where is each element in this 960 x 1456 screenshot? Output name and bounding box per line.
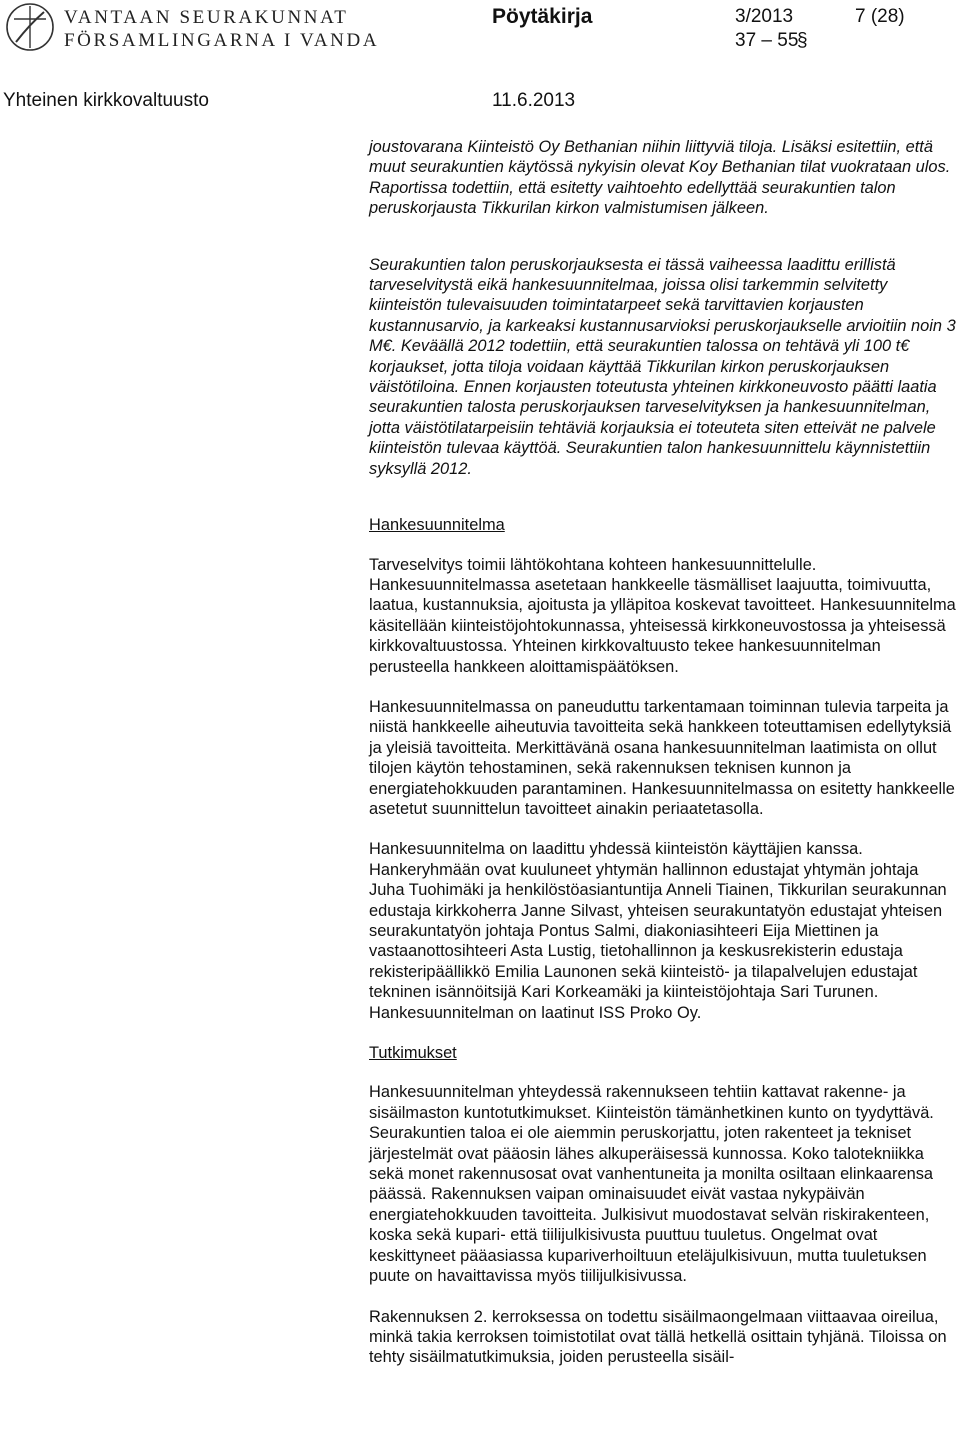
org-name-swedish: FÖRSAMLINGARNA I VANDA [64, 30, 380, 51]
organization-name [64, 6, 379, 52]
paragraph-6: Hankesuunnitelman yhteydessä rakennukseen tehtiin kattavat rakenne- ja sisäilmaston kuntotutkimukset. Kiinteistön tämänhetkinen kunto on tyydyttävä. Seurakuntien taloa ei ole aiemmin peruskorjattu, joten rakenteet ja tekniset järjestelmät ovat pääosin lähes alkuperäisessä kunnossa. Koko talotekniikka sekä monet rakennusosat ovat vanhentuneita ja monilta osiltaan elinkaarensa päässä. Rakennuksen vaipan ominaisuudet eivät vastaa nykypäivän energiatehokkuuden tavoitteita. Julkisivut muodostavat selvän riskirakenteen, koska sekä kupari- että tiilijulkisivusta puuttuu tuuletus. Ongelmat ovat keskittyneet pääasiassa kupariverhoiltuun eteläjulkisivuun, mutta tuuletuksen puute on havaittavissa myös tiilijulkisivussa. [369, 1083, 934, 1286]
heading-hankesuunnitelma: Hankesuunnitelma [369, 516, 505, 535]
document-body [369, 137, 956, 1388]
parish-logo [4, 2, 56, 52]
paragraph-7: Rakennuksen 2. kerroksessa on todettu sisäilmaongelmaan viittaavaa oireilua, minkä takia kerroksen toimistotilat ovat tällä hetkellä osittain tyhjänä. Tiloissa on tehty sisäilmatutkimuksia, joiden perusteella sisäil- [369, 1307, 947, 1367]
document-type: Pöytäkirja [492, 5, 593, 28]
page-number: 7 (28) [855, 6, 905, 27]
meeting-name: Yhteinen kirkkovaltuusto [3, 90, 209, 111]
paragraph-5: Hankesuunnitelma on laadittu yhdessä kiinteistön käyttäjien kanssa. Hankeryhmään ovat kuuluneet yhtymän hallinnon edustajat yhtymän johtaja Juha Tuohimäki ja henkilöstöasiantuntija Anneli Tiainen, Tikkurilan seurakunnan edustaja kirkkoherra Janne Silvast, yhteisen seurakuntatyön edustajat yhteisen seurakuntatyön johtaja Pontus Salmi, diakoniasihteeri Eija Miettinen ja vastaanottosihteeri Asta Lustig, tietohallinnon ja keskusrekisterin edustaja rekisteripäällikkö Emilia Launonen sekä kiinteistö- ja tilapalvelujen edustajat tekninen isännöitsijä Kari Korkeamäki ja kiinteistöjohtaja Sari Turunen. Hankesuunnitelman on laatinut ISS Proko Oy. [369, 840, 947, 1022]
paragraph-3: Tarveselvitys toimii lähtökohtana kohteen hankesuunnittelulle. Hankesuunnitelmassa asetetaan hankkeelle täsmälliset laajuutta, toimivuutta, laatua, kustannuksia, ajoitusta ja ylläpitoa koskevat tavoitteet. Hankesuunnitelma käsitellään kiinteistöjohtokunnassa, yhteisessä kirkkoneuvostossa ja yhteisessä kirkkovaltuustossa. Yhteinen kirkkovaltuusto tekee hankesuunnitelman perusteella hankkeen aloittamispäätöksen. [369, 555, 956, 676]
heading-tutkimukset: Tutkimukset [369, 1044, 457, 1063]
paragraph-4: Hankesuunnitelmassa on paneuduttu tarkentamaan toiminnan tulevia tarpeita ja niistä hankkeelle aiheutuvia tavoitteita sekä hankkeen toteuttamisen edellytyksiä ja yleisiä tavoitteita. Merkittävänä osana hankesuunnitelman laatimista on ollut tilojen käytön tehostaminen, sekä rakennuksen teknisen kunnon ja energiatehokkuuden parantaminen. Hankesuunnitelmassa on esitetty hankkeelle asetetut suunnittelun tavoitteet ainakin periaatetasolla. [369, 697, 955, 818]
paragraph-2: Seurakuntien talon peruskorjauksesta ei tässä vaiheessa laadittu erillistä tarveselvitystä eikä hankesuunnitelmaa, joissa olisi tarkemmin selvitetty kiinteistön tulevaisuuden toimintatarpeet sekä tarvittavien korjausten kustannusarvio, ja karkeaksi kustannusarvioksi peruskorjaukselle arvioitiin noin 3 M€. Keväällä 2012 todettiin, että seurakuntien talossa on tehtävä yli 100 t€ korjaukset, jotta tiloja voidaan käyttää Tikkurilan kirkon peruskorjauksen väistötiloina. Ennen korjausten toteutusta yhteinen kirkkoneuvosto päätti laatia seurakuntien talosta peruskorjauksen tarveselvityksen ja hankesuunnitelman, jotta väistötilatarpeisiin tehtäviä korjauksia ei toteuteta siten etteivät ne palvele kiinteistön tulevaa käyttöä. Seurakuntien talon hankesuunnittelu käynnistettiin syksyllä 2012. [369, 255, 956, 478]
section-mark: § [797, 30, 808, 51]
paragraph-1: joustovarana Kiinteistö Oy Bethanian niihin liittyviä tiloja. Lisäksi esitettiin, että muut seurakuntien käytössä nykyisin olevat Koy Bethanian tilat vuokrataan ulos. Raportissa todettiin, että esitetty vaihtoehto edellyttää seurakuntien talon peruskorjausta Tikkurilan kirkon valmistumisen jälkeen. [369, 138, 951, 218]
meeting-date: 11.6.2013 [492, 90, 576, 111]
section-range: 37 – 55 [735, 30, 799, 51]
org-name-finnish: VANTAAN SEURAKUNNAT [64, 7, 349, 28]
document-number: 3/2013 [735, 6, 794, 27]
